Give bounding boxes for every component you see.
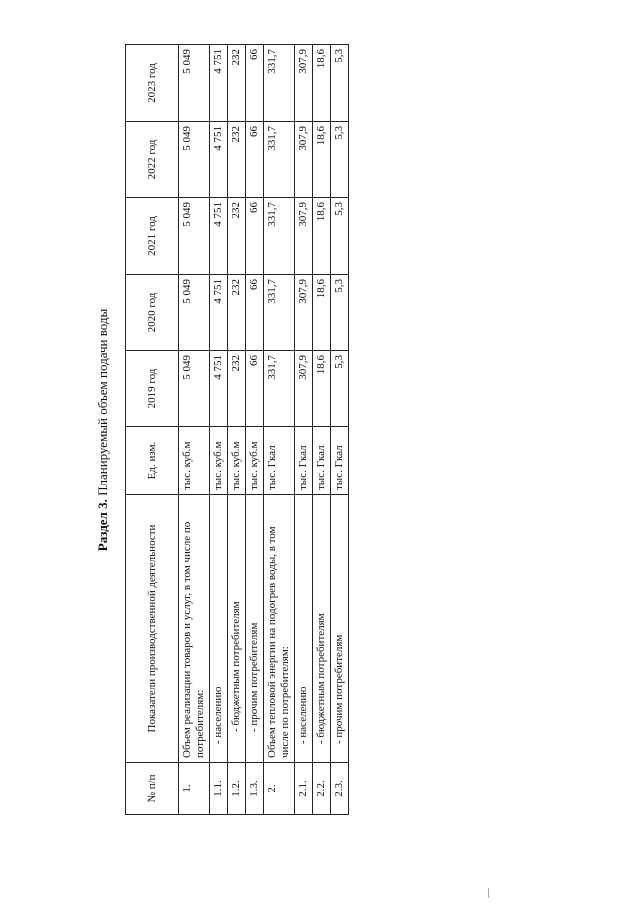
row-value: 5,3 [331, 122, 349, 198]
row-value: 232 [228, 122, 246, 198]
row-value: 5 049 [179, 45, 210, 122]
row-indicator: - бюджетным потребителям [228, 495, 246, 763]
header-indicator: Показатели производственной деятельности [126, 495, 179, 763]
table-row [264, 45, 295, 815]
header-year: 2020 год [126, 275, 179, 351]
row-value: 4 751 [210, 122, 228, 198]
row-value: 232 [228, 275, 246, 351]
row-value: 232 [228, 351, 246, 427]
row-value: 5,3 [331, 275, 349, 351]
table-row [210, 45, 228, 815]
row-indicator: - бюджетным потребителям [313, 495, 331, 763]
row-unit: тыс. Гкал [313, 427, 331, 495]
section-title [90, 45, 116, 815]
row-value: 66 [246, 351, 264, 427]
row-value: 5 049 [179, 198, 210, 275]
row-num: 1. [179, 763, 210, 815]
row-value: 5 049 [179, 122, 210, 198]
header-num: № п/п [126, 763, 179, 815]
row-num: 2. [264, 763, 295, 815]
row-unit: тыс. Гкал [264, 427, 295, 495]
row-value: 331,7 [264, 45, 295, 122]
table-row [295, 45, 313, 815]
water-supply-table [125, 44, 349, 815]
row-value: 66 [246, 275, 264, 351]
row-unit: тыс. куб.м [228, 427, 246, 495]
header-year: 2022 год [126, 122, 179, 198]
row-value: 307,9 [295, 122, 313, 198]
row-value: 4 751 [210, 351, 228, 427]
header-unit: Ед. изм. [126, 427, 179, 495]
header-year: 2021 год [126, 198, 179, 275]
row-num: 2.2. [313, 763, 331, 815]
row-value: 18,6 [313, 351, 331, 427]
section-title-text: Планируемый объем подачи воды [95, 308, 110, 500]
row-value: 331,7 [264, 122, 295, 198]
table-row [246, 45, 264, 815]
row-num: 2.1. [295, 763, 313, 815]
row-num: 2.3. [331, 763, 349, 815]
row-value: 307,9 [295, 198, 313, 275]
row-value: 66 [246, 122, 264, 198]
row-value: 5,3 [331, 45, 349, 122]
row-value: 331,7 [264, 275, 295, 351]
row-value: 232 [228, 198, 246, 275]
row-num: 1.3. [246, 763, 264, 815]
row-value: 5 049 [179, 351, 210, 427]
row-indicator: - прочим потребителям [331, 495, 349, 763]
row-num: 1.1. [210, 763, 228, 815]
header-year: 2023 год [126, 45, 179, 122]
table-row [228, 45, 246, 815]
row-value: 18,6 [313, 275, 331, 351]
row-value: 331,7 [264, 198, 295, 275]
row-unit: тыс. куб.м [210, 427, 228, 495]
row-value: 307,9 [295, 351, 313, 427]
row-value: 307,9 [295, 45, 313, 122]
row-value: 232 [228, 45, 246, 122]
row-value: 5,3 [331, 351, 349, 427]
table-row [331, 45, 349, 815]
row-value: 4 751 [210, 198, 228, 275]
row-indicator: - населению [295, 495, 313, 763]
rotated-page-content [90, 45, 345, 815]
row-unit: тыс. куб.м [246, 427, 264, 495]
row-value: 331,7 [264, 351, 295, 427]
row-value: 4 751 [210, 45, 228, 122]
row-indicator: Объем тепловой энергии на подогрев воды, в том числе по потребителям: [264, 495, 295, 763]
table-row [313, 45, 331, 815]
header-row [126, 45, 179, 815]
row-unit: тыс. куб.м [179, 427, 210, 495]
row-value: 307,9 [295, 275, 313, 351]
row-unit: тыс. Гкал [295, 427, 313, 495]
table-row [179, 45, 210, 815]
row-value: 66 [246, 45, 264, 122]
section-title-bold: Раздел 3. [95, 499, 110, 552]
row-value: 66 [246, 198, 264, 275]
row-num: 1.2. [228, 763, 246, 815]
row-unit: тыс. Гкал [331, 427, 349, 495]
row-value: 5 049 [179, 275, 210, 351]
row-value: 18,6 [313, 45, 331, 122]
row-indicator: - прочим потребителям [246, 495, 264, 763]
row-value: 18,6 [313, 122, 331, 198]
row-indicator: Объем реализации товаров и услуг, в том числе по потребителям: [179, 495, 210, 763]
row-indicator: - населению [210, 495, 228, 763]
header-year: 2019 год [126, 351, 179, 427]
scan-mark [488, 888, 489, 898]
row-value: 18,6 [313, 198, 331, 275]
row-value: 5,3 [331, 198, 349, 275]
row-value: 4 751 [210, 275, 228, 351]
